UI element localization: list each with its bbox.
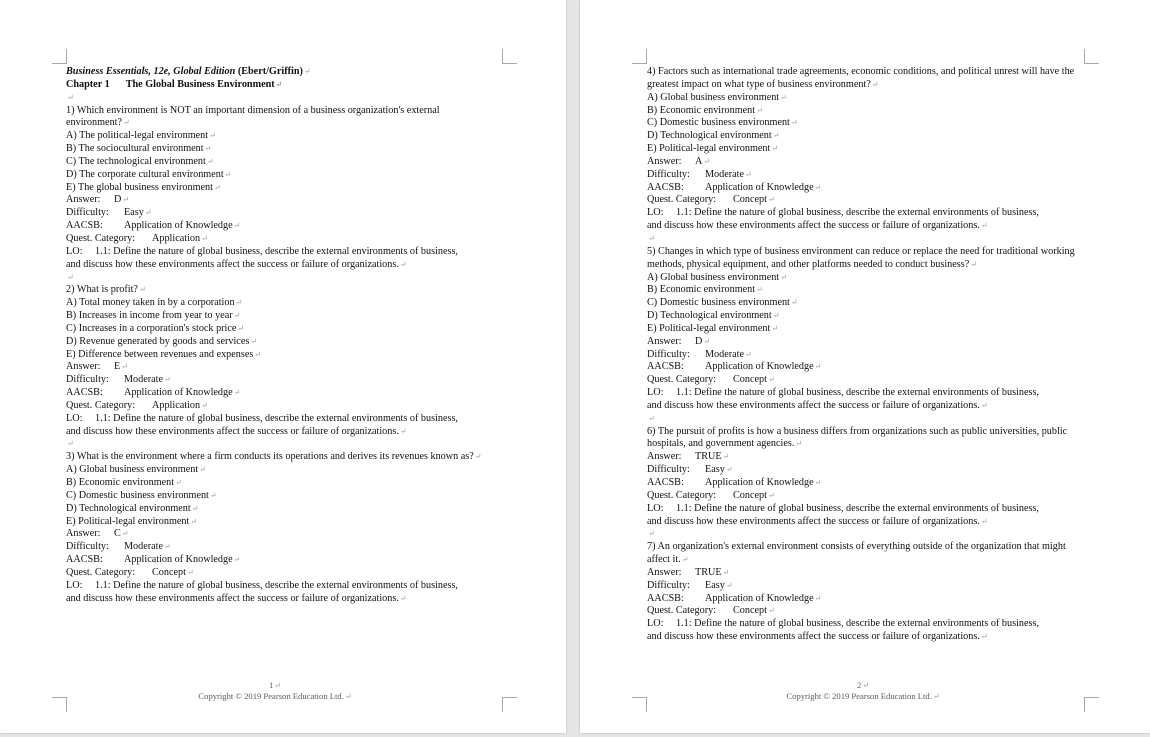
copyright-notice: Copyright © 2019 Pearson Education Ltd. [786,691,932,701]
paragraph-mark: ↵ [233,388,241,398]
answer-option [647,323,1079,336]
paragraph-mark: ↵ [790,298,798,308]
empty-paragraph [66,438,498,451]
lo-line-continued [647,516,1079,529]
paragraph-mark: ↵ [190,516,198,526]
page-footer: 2↵ Copyright © 2019 Pearson Education Ltd.↵ [786,680,940,701]
paragraph-mark: ↵ [209,131,216,141]
field-value: Application [152,232,201,244]
lo-text: 1.1: Define the nature of global business, describe the external environments of business, [95,412,458,424]
field-label: LO: [647,207,664,219]
paragraph-mark: ↵ [703,336,711,346]
paragraph-mark: ↵ [191,503,199,513]
paragraph-mark: ↵ [814,182,822,192]
option-text: E) Political-legal environment [66,515,190,527]
paragraph-mark: ↵ [780,92,787,102]
field-value: E [114,361,121,373]
paragraph-mark: ↵ [138,285,146,295]
field-label: AACSB: [647,181,684,193]
field-label: Answer: [647,566,682,578]
page-body[interactable] [647,66,1079,644]
field-value: Application of Knowledge [705,181,814,193]
category-line [647,490,1079,503]
field-label: Answer: [66,194,101,206]
field-label: Answer: [647,155,682,167]
paragraph-mark: ↵ [772,311,780,321]
paragraph-mark: ↵ [980,516,988,526]
lo-text: and discuss how these environments affect the success or failure of organizations. [66,425,399,437]
paragraph-mark: ↵ [722,452,730,462]
paragraph-mark: ↵ [767,606,775,616]
field-value: Easy [705,579,725,591]
margin-corner-top-left [632,49,647,64]
paragraph-mark: ↵ [767,375,775,385]
lo-line-continued [66,593,498,606]
field-value: Easy [705,464,725,476]
difficulty-line [66,541,498,554]
paragraph-mark: ↵ [67,272,74,282]
difficulty-line [647,464,1079,477]
paragraph-mark: ↵ [164,375,171,385]
copyright-notice: Copyright © 2019 Pearson Education Ltd. [198,691,344,701]
paragraph-mark: ↵ [756,105,763,115]
field-value: Concept [152,566,186,578]
paragraph-mark: ↵ [745,169,752,179]
field-label: Answer: [66,361,101,373]
field-value: Moderate [124,541,164,553]
option-text: A) Global business environment [647,271,780,283]
field-label: Quest. Category: [647,605,717,617]
lo-line [647,387,1079,400]
option-text: C) Domestic business environment [647,297,790,309]
paragraph-mark: ↵ [233,555,241,565]
answer-line [66,361,498,374]
lo-line [647,618,1079,631]
answer-option [647,130,1079,143]
lo-line-continued [647,400,1079,413]
paragraph-mark: ↵ [144,208,152,218]
paragraph-mark: ↵ [871,79,879,89]
page-number: 2 [857,680,862,690]
answer-option [66,182,498,195]
lo-line [647,503,1079,516]
question-text: 4) Factors such as international trade agreements, economic conditions, and political unrest will have the greatest impact on what type of business environment? [647,66,1075,90]
option-text: B) Economic environment [66,477,175,488]
question-list [647,66,1079,644]
answer-option [66,323,498,336]
paragraph-mark: ↵ [121,362,128,372]
answer-option [647,310,1079,323]
answer-line [66,194,498,207]
paragraph-mark: ↵ [233,221,241,231]
margin-corner-top-right [502,49,517,64]
paragraph-mark: ↵ [745,349,752,359]
answer-option [647,143,1079,156]
field-value: Moderate [705,348,745,360]
option-text: A) Global business environment [647,91,780,103]
paragraph-mark: ↵ [648,529,655,539]
field-value: Moderate [124,374,164,386]
paragraph-mark: ↵ [474,452,482,462]
difficulty-line [66,374,498,387]
answer-line [647,156,1079,169]
lo-text: 1.1: Define the nature of global business, describe the external environments of business, [676,618,1039,630]
answer-option [66,297,498,310]
paragraph-mark: ↵ [681,555,689,565]
field-label: Quest. Category: [66,232,136,244]
option-text: D) Technological environment [647,310,772,322]
difficulty-line [66,207,498,220]
paragraph-mark: ↵ [756,285,763,295]
paragraph-mark: ↵ [795,439,803,449]
answer-option [66,490,498,503]
empty-paragraph [647,233,1079,246]
field-value: Easy [124,207,144,219]
lo-line-continued [66,259,498,272]
lo-text: and discuss how these environments affect the success or failure of organizations. [647,515,980,527]
field-label: LO: [647,618,664,630]
option-text: D) Revenue generated by goods and services [66,335,250,347]
field-label: Difficulty: [66,207,109,219]
field-value: TRUE [695,566,722,578]
option-text: A) The political-legal environment [66,130,209,142]
paragraph-mark: ↵ [123,118,130,128]
field-value: Concept [733,489,767,501]
field-label: LO: [647,387,664,399]
field-label: Difficulty: [647,579,690,591]
field-label: Answer: [647,335,682,347]
answer-line [66,528,498,541]
category-line [647,374,1079,387]
margin-corner-top-right [1084,49,1099,64]
paragraph-mark: ↵ [814,362,822,372]
answer-option [66,143,498,156]
aacsb-line [647,477,1079,490]
paragraph-mark: ↵ [399,426,407,436]
lo-line-continued [647,631,1079,644]
option-text: D) The corporate cultural environment [66,168,224,180]
option-text: C) Domestic business environment [647,117,790,129]
option-text: E) Difference between revenues and expenses [66,348,254,360]
paragraph-mark: ↵ [980,632,988,642]
field-value: Concept [733,605,767,617]
lo-line [66,413,498,426]
field-label: Quest. Category: [66,399,136,411]
paragraph-mark: ↵ [780,272,787,282]
difficulty-line [647,349,1079,362]
category-line [647,194,1079,207]
field-label: Difficulty: [66,374,109,386]
field-value: Concept [733,194,767,206]
field-value: D [114,194,122,206]
option-text: B) Economic environment [647,104,756,116]
field-value: Application of Knowledge [705,361,814,373]
option-text: A) Total money taken in by a corporation [66,297,235,309]
answer-line [647,567,1079,580]
answer-line [647,451,1079,464]
option-text: B) Economic environment [647,284,756,296]
answer-option [66,156,498,169]
field-label: Difficulty: [647,168,690,180]
field-label: LO: [66,412,83,424]
option-text: D) Technological environment [647,130,772,142]
page-number: 1 [269,680,274,690]
lo-text: 1.1: Define the nature of global business, describe the external environments of business, [676,502,1039,514]
option-text: C) Domestic business environment [66,489,209,501]
paragraph-mark: ↵ [204,144,212,154]
paragraph-mark: ↵ [767,195,775,205]
paragraph-mark: ↵ [186,567,194,577]
field-value: Application of Knowledge [124,554,233,566]
field-label: AACSB: [647,361,684,373]
lo-text: and discuss how these environments affect the success or failure of organizations. [647,631,980,643]
lo-line [66,246,498,259]
aacsb-line [647,361,1079,374]
empty-paragraph [66,272,498,285]
field-label: LO: [66,579,83,591]
option-text: E) The global business environment [66,181,213,193]
lo-text: and discuss how these environments affect the success or failure of organizations. [66,258,399,270]
lo-text: and discuss how these environments affect the success or failure of organizations. [647,220,980,232]
paragraph-mark: ↵ [67,439,74,449]
document-page-1 [0,0,566,733]
paragraph-mark: ↵ [209,490,217,500]
lo-line-continued [66,426,498,439]
aacsb-line [647,593,1079,606]
option-text: D) Technological environment [66,502,191,514]
paragraph-mark: ↵ [648,233,655,243]
field-value: Application of Knowledge [705,592,814,604]
option-text: E) Political-legal environment [647,143,771,155]
question-stem [66,451,498,464]
field-label: Answer: [66,528,101,540]
question-stem [66,105,498,131]
field-value: D [695,335,703,347]
question-stem [647,426,1079,452]
paragraph-mark: ↵ [725,465,733,475]
aacsb-line [66,387,498,400]
paragraph-mark: ↵ [201,233,208,243]
question-text: 6) The pursuit of profits is how a business differs from organizations such as public universities, public hospitals, and government agencies. [647,425,1068,450]
option-text: C) The technological environment [66,155,206,167]
chapter-heading: Chapter 1 The Global Business Environment↵ [66,78,283,90]
paragraph-mark: ↵ [67,92,74,102]
paragraph-mark: ↵ [771,144,779,154]
paragraph-mark: ↵ [237,323,245,333]
option-text: B) The sociocultural environment [66,143,204,155]
lo-text: and discuss how these environments affect the success or failure of organizations. [647,399,980,411]
paragraph-mark: ↵ [122,195,130,205]
paragraph-mark: ↵ [767,490,775,500]
category-line [66,567,498,580]
field-value: Application of Knowledge [124,387,233,399]
field-label: Difficulty: [647,464,690,476]
option-text: B) Increases in income from year to year [66,310,233,322]
question-text: 1) Which environment is NOT an important dimension of a business organization's external environment? [66,104,440,129]
paragraph-mark: ↵ [722,567,730,577]
field-label: Quest. Category: [647,489,717,501]
answer-option [66,169,498,182]
answer-option [647,297,1079,310]
answer-option [66,464,498,477]
answer-option [66,130,498,143]
question-text: 5) Changes in which type of business environment can reduce or replace the need for traditional working methods, physical equipment, and other platforms needed to conduct business? [647,245,1075,270]
answer-option [647,92,1079,105]
question-stem [66,284,498,297]
paragraph-mark: ↵ [199,465,206,475]
paragraph-mark: ↵ [399,593,407,603]
answer-option [66,310,498,323]
lo-line [66,580,498,593]
field-value: A [695,155,703,167]
paragraph-mark: ↵ [399,259,407,269]
paragraph-mark: ↵ [648,413,655,423]
category-line [647,605,1079,618]
answer-line [647,336,1079,349]
answer-option [647,105,1079,118]
lo-text: 1.1: Define the nature of global business, describe the external environments of business, [95,245,458,257]
answer-option [647,117,1079,130]
answer-option [66,336,498,349]
field-label: AACSB: [66,554,103,566]
field-value: Concept [733,374,767,386]
field-value: C [114,528,121,540]
paragraph-mark: ↵ [771,323,779,333]
field-value: TRUE [695,451,722,463]
option-text: C) Increases in a corporation's stock price [66,322,237,334]
empty-paragraph [647,528,1079,541]
lo-text: 1.1: Define the nature of global business, describe the external environments of business, [676,207,1039,219]
difficulty-line [647,580,1079,593]
answer-option [66,477,498,490]
aacsb-line [647,182,1079,195]
paragraph-mark: ↵ [206,156,214,166]
paragraph-mark: ↵ [121,529,129,539]
aacsb-line [66,220,498,233]
page-footer: 1↵ Copyright © 2019 Pearson Education Ltd.↵ [198,680,352,701]
field-label: Quest. Category: [66,566,136,578]
lo-text: 1.1: Define the nature of global business, describe the external environments of business, [676,387,1039,399]
paragraph-mark: ↵ [814,593,822,603]
category-line [66,233,498,246]
paragraph-mark: ↵ [772,131,780,141]
question-stem [647,541,1079,567]
lo-line-continued [647,220,1079,233]
answer-option [647,284,1079,297]
document-page-2 [580,0,1150,733]
paragraph-mark: ↵ [250,336,258,346]
empty-paragraph [647,413,1079,426]
field-label: LO: [66,245,83,257]
paragraph-mark: ↵ [254,349,262,359]
category-line [66,400,498,413]
paragraph-mark: ↵ [224,169,232,179]
answer-option [66,516,498,529]
page-body[interactable] [66,66,498,605]
answer-option [647,272,1079,285]
aacsb-line [66,554,498,567]
field-label: Quest. Category: [647,194,717,206]
question-text: 2) What is profit? [66,284,138,296]
field-label: AACSB: [66,387,103,399]
paragraph-mark: ↵ [790,118,798,128]
paragraph-mark: ↵ [164,542,171,552]
field-label: AACSB: [66,220,103,232]
paragraph-mark: ↵ [703,156,711,166]
margin-corner-top-left [52,49,67,64]
field-value: Application of Knowledge [124,220,233,232]
question-text: 7) An organization's external environment consists of everything outside of the organization that might affect it. [647,541,1066,566]
paragraph-mark: ↵ [725,580,733,590]
paragraph-mark: ↵ [233,311,241,321]
option-text: E) Political-legal environment [647,322,771,334]
field-value: Application of Knowledge [705,477,814,488]
empty-paragraph [66,92,498,105]
question-stem [647,246,1079,272]
field-label: Quest. Category: [647,374,717,386]
question-list [66,92,498,606]
lo-line [647,207,1079,220]
answer-option [66,503,498,516]
answer-option [66,349,498,362]
field-label: Difficulty: [66,541,109,553]
question-text: 3) What is the environment where a firm conducts its operations and derives its revenues known as? [66,451,474,463]
option-text: A) Global business environment [66,464,199,476]
lo-text: 1.1: Define the nature of global business, describe the external environments of business, [95,579,458,591]
lo-text: and discuss how these environments affect the success or failure of organizations. [66,592,399,604]
difficulty-line [647,169,1079,182]
paragraph-mark: ↵ [213,182,221,192]
question-stem [647,66,1079,92]
field-label: AACSB: [647,477,684,488]
paragraph-mark: ↵ [814,478,822,487]
field-value: Application [152,399,201,411]
field-label: Difficulty: [647,348,690,360]
field-value: Moderate [705,168,745,180]
field-label: AACSB: [647,592,684,604]
field-label: LO: [647,502,664,514]
paragraph-mark: ↵ [201,400,208,410]
paragraph-mark: ↵ [235,298,243,308]
paragraph-mark: ↵ [980,221,988,231]
field-label: Answer: [647,451,682,463]
book-header: Business Essentials, 12e, Global Edition (Ebert/Griffin)↵ [66,66,311,77]
paragraph-mark: ↵ [980,400,988,410]
paragraph-mark: ↵ [175,478,182,487]
paragraph-mark: ↵ [970,259,977,269]
